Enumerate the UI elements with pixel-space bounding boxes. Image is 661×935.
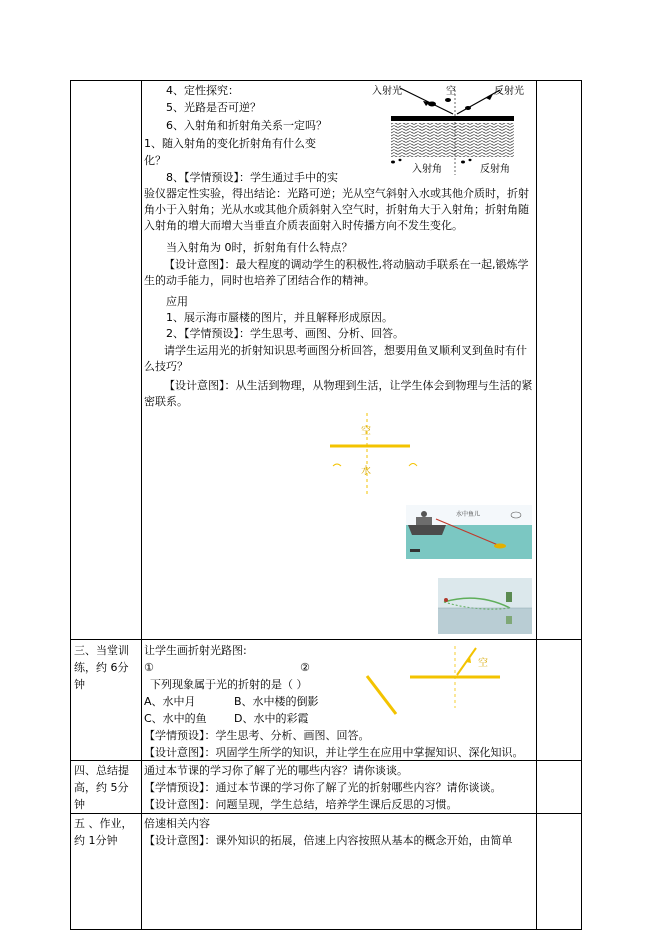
row3-label-1: 三、当堂训 (74, 644, 129, 657)
fish-image-caption: 水中鱼儿 (456, 511, 481, 518)
fig-air-label: 空 (446, 86, 456, 97)
application-heading: 应用 (166, 295, 188, 308)
row4-intent: 【设计意图】：问题呈现，学生总结，培养学生课后反思的习惯。 (144, 798, 458, 811)
row4-question: 通过本节课的学习你了解了光的哪些内容？请你谈谈。 (144, 764, 408, 777)
row3-question: 下列现象属于光的折射的是（ ） (150, 678, 308, 691)
row5-label-1: 五 、作业， (74, 817, 133, 830)
row3-label-3: 钟 (74, 678, 85, 691)
fig-incident-label: 入射光 (372, 86, 402, 97)
paragraph-8: 【设计意图】：从生活到物理，从物理到生活，让学生体会到物理与生活的紧密联系。 (144, 379, 533, 408)
step-4: 4、定性探究： (166, 84, 239, 97)
row3-num-1: ① (144, 661, 154, 674)
mirage-image (438, 578, 532, 634)
paragraph-7: 请学生运用光的折射知识思考画图分析回答，想要用鱼叉顺利叉到鱼时有什么技巧？ (144, 344, 527, 373)
row3-option-d: D、水中的彩霞 (234, 712, 309, 725)
fig-angle-out-label: 反射角 (480, 164, 510, 175)
row3-num-2: ② (300, 661, 310, 674)
exercise-1-line (362, 672, 402, 718)
step-5: 5、光路是否可逆？ (166, 101, 261, 114)
row4-label-1: 四、总结提 (74, 764, 129, 777)
row3-option-c: C、水中的鱼 (144, 712, 207, 725)
fig-angle-in-label: 入射角 (412, 164, 442, 175)
row5-homework: 倍速相关内容 (144, 817, 210, 830)
paragraph-3: 【设计意图】：最大程度的调动学生的积极性,将动脑动手联系在一起,锻炼学生的动手能力，同时也培养了团结合作的精神。 (144, 258, 529, 287)
row3-instruction: 让学生画折射光路图: (144, 644, 247, 657)
cross-bottom-label: 水 (361, 466, 371, 477)
row3-label-2: 练，约 6分 (74, 661, 129, 674)
cross-top-label: 空 (361, 426, 371, 437)
paragraph-5: 1、展示海市蜃楼的图片，并且解释形成原因。 (166, 311, 393, 324)
paragraph-2: 当入射角为 0时，折射角有什么特点？ (166, 241, 353, 254)
row3-intent: 【设计意图】：巩固学生所学的知识，并让学生在应用中掌握知识、深化知识。 (144, 746, 524, 759)
paragraph-6: 2、【学情预设】：学生思考、画图、分析、回答。 (166, 327, 404, 340)
row3-option-b: B、水中楼的倒影 (234, 695, 319, 708)
col-divider-1 (141, 80, 142, 930)
row4-label-3: 钟 (74, 798, 85, 811)
fish-spear-image (406, 505, 532, 559)
fig-reflect-label: 反射光 (494, 86, 524, 97)
exercise-2-diagram (410, 644, 505, 710)
row-divider-2 (70, 760, 582, 761)
paragraph-1b: 验仪器定性实验，得出结论：光路可逆；光从空气斜射入水或其他介质时，折射角小于入射角；光从水或其他介质斜射入空气时，折射角大于入射角；折射角随入射角的增大而增大当垂直介质表面射入时传播方向不发生变化。 (144, 187, 529, 232)
row4-label-2: 高，约 5分 (74, 781, 129, 794)
refraction-diagram (368, 80, 538, 180)
question-1: 1、随入射角的变化折射角有什么变 (144, 137, 316, 150)
row3-expectation: 【学情预设】：学生思考、分析、画图、回答。 (144, 729, 370, 742)
step-6: 6、入射角和折射角关系一定吗？ (166, 119, 327, 132)
row5-label-2: 约 1分钟 (74, 834, 118, 847)
question-1-cont: 化？ (144, 154, 166, 167)
row3-option-a: A、水中月 (144, 695, 196, 708)
row5-intent: 【设计意图】：课外知识的拓展，倍速上内容按照从基本的概念开始，由简单 (144, 834, 513, 847)
paragraph-1a: 8、【学情预设】：学生通过手中的实 (166, 171, 338, 184)
row-divider-1 (70, 639, 582, 640)
row4-expectation: 【学情预设】：通过本节课的学习你了解了光的折射哪些内容？请你谈谈。 (144, 781, 502, 794)
col-divider-2 (536, 80, 537, 930)
exercise-2-air-label: 空 (478, 658, 488, 669)
row-divider-3 (70, 813, 582, 814)
cross-diagram (325, 408, 425, 500)
